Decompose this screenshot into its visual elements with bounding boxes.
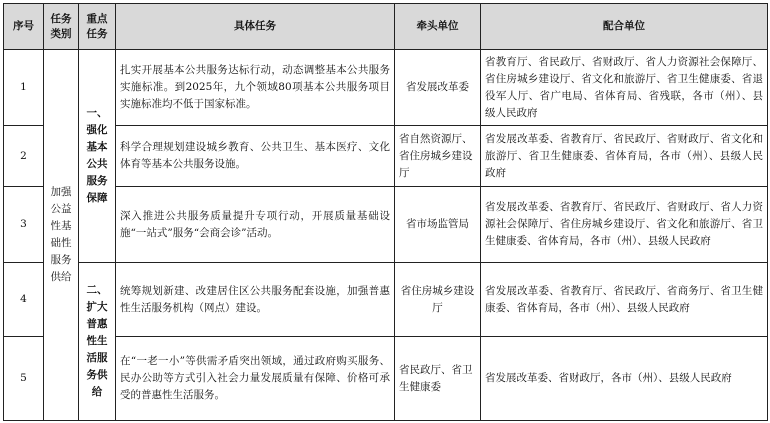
row-coop: 省教育厅、省民政厅、省财政厅、省人力资源社会保障厅、省住房城乡建设厅、省文化和旅游厅、省卫生健康委、省退役军人厅、省广电局、省体育局、省残联，各市（州）、县级人民政府 [481, 50, 768, 126]
row-seq: 1 [4, 50, 44, 126]
row-coop: 省发展改革委、省财政厅，各市（州）、县级人民政府 [481, 337, 768, 421]
header-category: 任务类别 [44, 4, 79, 50]
row-task: 深入推进公共服务质量提升专项行动，开展质量基础设施“一站式”服务“会商会诊”活动。 [116, 187, 395, 263]
row-lead: 省自然资源厅、省住房城乡建设厅 [395, 126, 481, 187]
header-focus: 重点任务 [79, 4, 116, 50]
row-seq: 2 [4, 126, 44, 187]
row-lead: 省发展改革委 [395, 50, 481, 126]
table-row [4, 126, 768, 187]
header-seq: 序号 [4, 4, 44, 50]
row-lead: 省民政厅、省卫生健康委 [395, 337, 481, 421]
table-row [4, 337, 768, 421]
table-row [4, 187, 768, 263]
header-lead: 牵头单位 [395, 4, 481, 50]
row-task: 扎实开展基本公共服务达标行动，动态调整基本公共服务实施标准。到2025年，九个领域80项基本公共服务项目实施标准均不低于国家标准。 [116, 50, 395, 126]
row-coop: 省发展改革委、省教育厅、省民政厅、省财政厅、省文化和旅游厅、省卫生健康委、省体育局，各市（州）、县级人民政府 [481, 126, 768, 187]
header-task: 具体任务 [116, 4, 395, 50]
header-row [4, 4, 768, 50]
table-row [4, 50, 768, 126]
row-task: 科学合理规划建设城乡教育、公共卫生、基本医疗、文化体育等基本公共服务设施。 [116, 126, 395, 187]
row-seq: 5 [4, 337, 44, 421]
row-seq: 3 [4, 187, 44, 263]
row-seq: 4 [4, 263, 44, 337]
row-task: 统筹规划新建、改建居住区公共服务配套设施，加强普惠性生活服务机构（网点）建设。 [116, 263, 395, 337]
category-cell: 加强公益性基础性服务供给 [44, 50, 79, 421]
row-coop: 省发展改革委、省教育厅、省民政厅、省商务厅、省卫生健康委、省体育局，各市（州）、县级人民政府 [481, 263, 768, 337]
header-coop: 配合单位 [481, 4, 768, 50]
row-lead: 省市场监管局 [395, 187, 481, 263]
focus-cell: 一、强化基本公共服务保障 [79, 50, 116, 263]
row-coop: 省发展改革委、省教育厅、省民政厅、省财政厅、省人力资源社会保障厅、省住房城乡建设厅、省文化和旅游厅、省卫生健康委、省体育局，各市（州）、县级人民政府 [481, 187, 768, 263]
table-row [4, 263, 768, 337]
row-lead: 省住房城乡建设厅 [395, 263, 481, 337]
task-table [3, 3, 768, 421]
row-task: 在“一老一小”等供需矛盾突出领域，通过政府购买服务、民办公助等方式引入社会力量发展质量有保障、价格可承受的普惠性生活服务。 [116, 337, 395, 421]
focus-cell: 二、扩大普惠性生活服务供给 [79, 263, 116, 421]
